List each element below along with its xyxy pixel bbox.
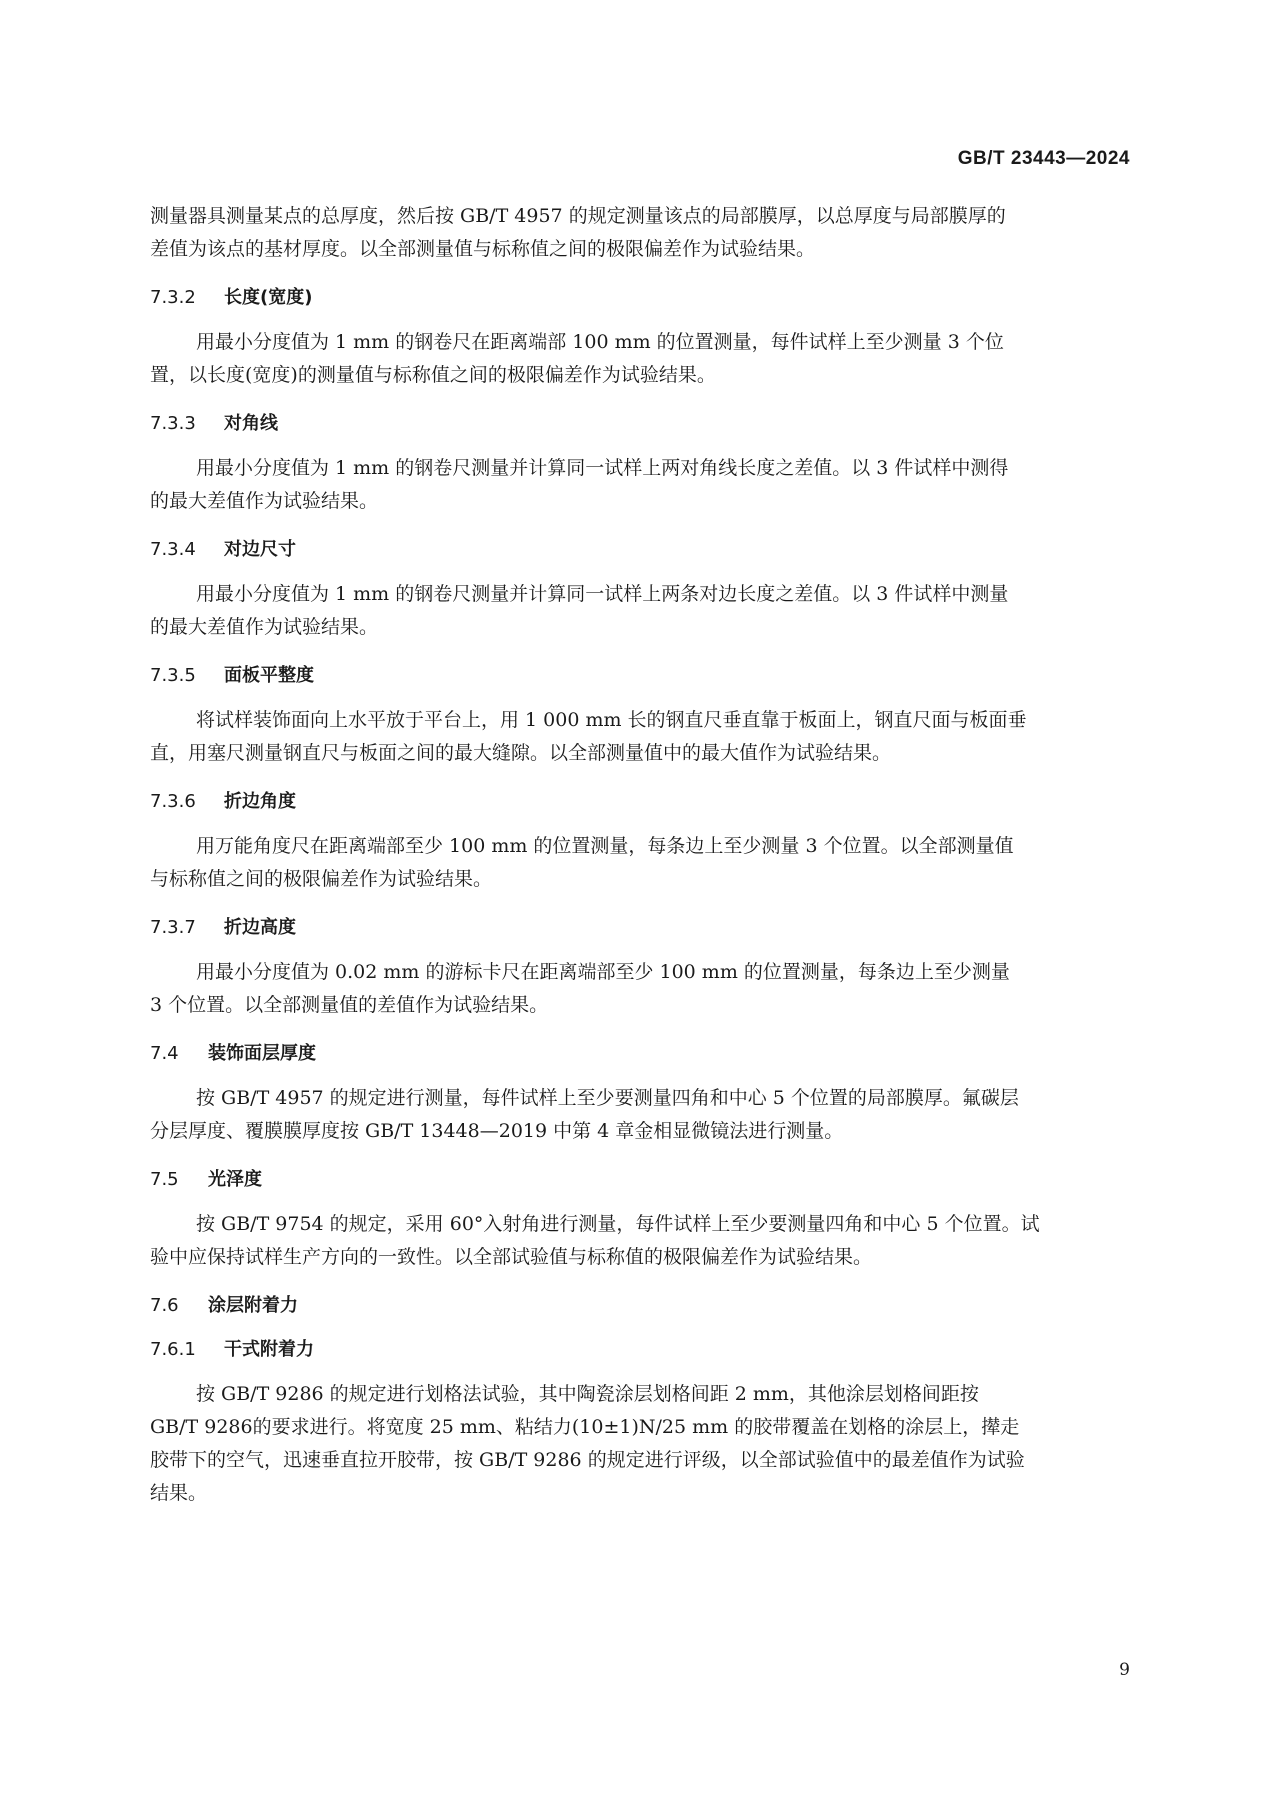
section-number: 7.3.3: [150, 413, 196, 434]
section-heading: [150, 282, 1140, 314]
paragraph-line: 用万能角度尺在距离端部至少 100 mm 的位置测量，每条边上至少测量 3 个位置。以全部测量值: [196, 835, 1014, 857]
section-number: 7.4: [150, 1043, 179, 1064]
standard-number: GB/T 23443—2024: [957, 148, 1130, 169]
section-number: 7.3.4: [150, 539, 196, 560]
page-number: 9: [1119, 1660, 1130, 1680]
section-title: 装饰面层厚度: [208, 1043, 316, 1064]
section-number: 7.6: [150, 1295, 179, 1316]
section-number: 7.3.5: [150, 665, 196, 686]
paragraph-line: 的最大差值作为试验结果。: [150, 616, 379, 638]
section-title: 折边角度: [224, 791, 296, 812]
section-heading: [150, 1334, 1140, 1366]
paragraph-line: 用最小分度值为 0.02 mm 的游标卡尺在距离端部至少 100 mm 的位置测量，每条边上至少测量: [196, 961, 1010, 983]
section-title: 面板平整度: [224, 665, 314, 686]
paragraph: [150, 704, 1140, 770]
paragraph-line: 胶带下的空气，迅速垂直拉开胶带，按 GB/T 9286 的规定进行评级，以全部试验值中的最差值作为试验: [150, 1449, 1025, 1471]
paragraph: [150, 1378, 1140, 1510]
paragraph: [150, 578, 1140, 644]
section-number: 7.3.2: [150, 287, 196, 308]
section-heading: [150, 1290, 1140, 1322]
paragraph-line: 按 GB/T 9754 的规定，采用 60°入射角进行测量，每件试样上至少要测量四角和中心 5 个位置。试: [196, 1213, 1040, 1235]
paragraph-line: GB/T 9286的要求进行。将宽度 25 mm、粘结力(10±1)N/25 mm 的胶带覆盖在划格的涂层上，撵走: [150, 1416, 1020, 1438]
paragraph-line: 3 个位置。以全部测量值的差值作为试验结果。: [150, 994, 549, 1016]
section-title: 干式附着力: [224, 1339, 314, 1360]
section-title: 涂层附着力: [208, 1295, 298, 1316]
paragraph-line: 直，用塞尺测量钢直尺与板面之间的最大缝隙。以全部测量值中的最大值作为试验结果。: [150, 742, 892, 764]
paragraph-line: 结果。: [150, 1482, 208, 1504]
paragraph-line: 用最小分度值为 1 mm 的钢卷尺测量并计算同一试样上两条对边长度之差值。以 3 件试样中测量: [196, 583, 1009, 605]
section-heading: [150, 912, 1140, 944]
paragraph-line: 用最小分度值为 1 mm 的钢卷尺在距离端部 100 mm 的位置测量，每件试样上至少测量 3 个位: [196, 331, 1004, 353]
section-number: 7.6.1: [150, 1339, 196, 1360]
section-number: 7.3.7: [150, 917, 196, 938]
paragraph: [150, 1082, 1140, 1148]
section-heading: [150, 408, 1140, 440]
section-number: 7.5: [150, 1169, 179, 1190]
section-heading: [150, 660, 1140, 692]
paragraph: [150, 830, 1140, 896]
section-title: 长度(宽度): [224, 287, 313, 308]
section-heading: [150, 534, 1140, 566]
paragraph: [150, 200, 1140, 266]
paragraph: [150, 326, 1140, 392]
paragraph-line: 将试样装饰面向上水平放于平台上，用 1 000 mm 长的钢直尺垂直靠于板面上，钢直尺面与板面垂: [196, 709, 1027, 731]
paragraph-line: 置，以长度(宽度)的测量值与标称值之间的极限偏差作为试验结果。: [150, 364, 716, 386]
document-body: [150, 200, 1140, 1526]
section-title: 对边尺寸: [224, 539, 296, 560]
section-title: 对角线: [224, 413, 278, 434]
paragraph: [150, 1208, 1140, 1274]
paragraph-line: 的最大差值作为试验结果。: [150, 490, 379, 512]
paragraph: [150, 452, 1140, 518]
paragraph-line: 按 GB/T 4957 的规定进行测量，每件试样上至少要测量四角和中心 5 个位置的局部膜厚。氟碳层: [196, 1087, 1019, 1109]
section-number: 7.3.6: [150, 791, 196, 812]
paragraph-line: 测量器具测量某点的总厚度，然后按 GB/T 4957 的规定测量该点的局部膜厚，以总厚度与局部膜厚的: [150, 205, 1006, 227]
paragraph-line: 按 GB/T 9286 的规定进行划格法试验，其中陶瓷涂层划格间距 2 mm，其他涂层划格间距按: [196, 1383, 979, 1405]
section-title: 折边高度: [224, 917, 296, 938]
paragraph: [150, 956, 1140, 1022]
paragraph-line: 与标称值之间的极限偏差作为试验结果。: [150, 868, 493, 890]
section-heading: [150, 1038, 1140, 1070]
paragraph-line: 验中应保持试样生产方向的一致性。以全部试验值与标称值的极限偏差作为试验结果。: [150, 1246, 873, 1268]
section-title: 光泽度: [208, 1169, 262, 1190]
section-heading: [150, 1164, 1140, 1196]
paragraph-line: 用最小分度值为 1 mm 的钢卷尺测量并计算同一试样上两对角线长度之差值。以 3 件试样中测得: [196, 457, 1009, 479]
paragraph-line: 分层厚度、覆膜膜厚度按 GB/T 13448—2019 中第 4 章金相显微镜法进行测量。: [150, 1120, 844, 1142]
paragraph-line: 差值为该点的基材厚度。以全部测量值与标称值之间的极限偏差作为试验结果。: [150, 238, 816, 260]
section-heading: [150, 786, 1140, 818]
